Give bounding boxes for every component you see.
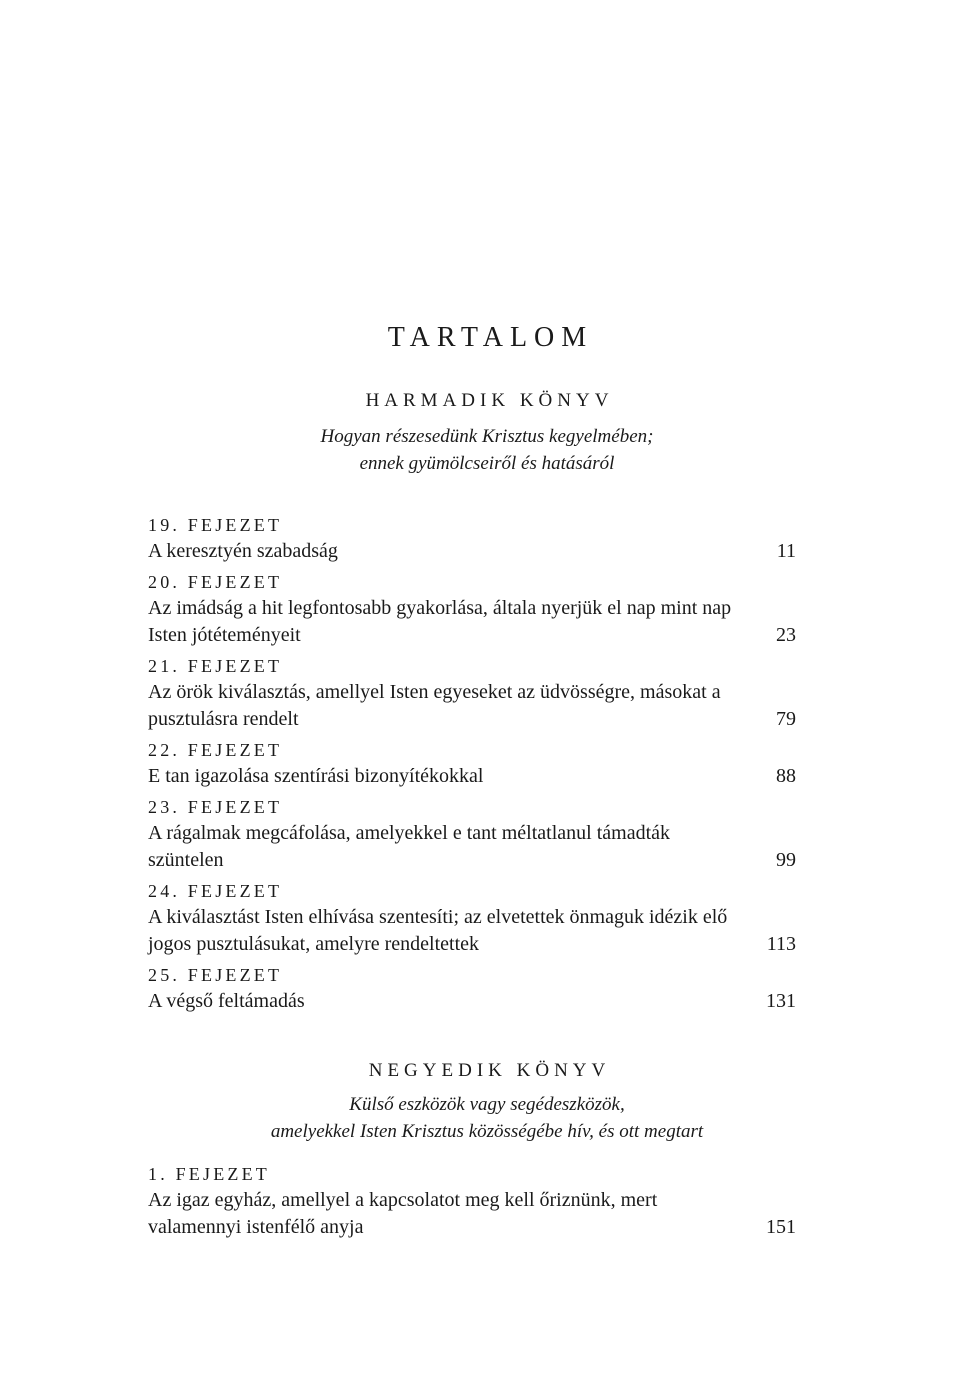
chapter-label: 20. FEJEZET [148, 572, 283, 592]
book-subtitle-negyedik [0, 1091, 974, 1145]
toc-entry[interactable] [148, 565, 796, 649]
chapter-title: Az imádság a hit legfontosabb gyakorlása, általa nyerjük el nap mint nap Isten jótéteményeit [148, 597, 732, 646]
chapter-label: 19. FEJEZET [148, 515, 283, 535]
page-number: 11 [776, 540, 796, 562]
book-subtitle-harmadik [0, 423, 974, 477]
chapter-title: A végső feltámadás [148, 990, 305, 1012]
toc-entry[interactable] [148, 958, 796, 1015]
chapter-title: A kiválasztást Isten elhívása szentesíti; az elvetettek önmaguk idézik elő jogos pusztulásukat, amelyre rendeltettek [148, 906, 728, 955]
toc-entry[interactable] [148, 1157, 796, 1241]
page-number: 23 [776, 624, 796, 646]
chapter-label: 24. FEJEZET [148, 881, 283, 901]
toc-entry[interactable] [148, 649, 796, 733]
chapter-list-harmadik [148, 508, 796, 1015]
toc-entry[interactable] [148, 733, 796, 790]
toc-entry[interactable] [148, 508, 796, 565]
chapter-label: 22. FEJEZET [148, 740, 283, 760]
subtitle-line: Külső eszközök vagy segédeszközök, [349, 1094, 625, 1115]
page-title: TARTALOM [387, 322, 594, 353]
chapter-title: A rágalmak megcáfolása, amelyekkel e tant méltatlanul támadták szüntelen [148, 822, 671, 871]
chapter-title: Az igaz egyház, amellyel a kapcsolatot meg kell őriznünk, mert valamennyi istenfélő anyja [148, 1189, 658, 1238]
chapter-title: A keresztyén szabadság [148, 540, 338, 562]
page-number: 88 [776, 765, 796, 787]
page-number: 131 [766, 990, 796, 1012]
page-number: 113 [766, 933, 796, 955]
page-number: 99 [776, 849, 796, 871]
toc-entry[interactable] [148, 790, 796, 874]
chapter-label: 1. FEJEZET [148, 1164, 270, 1184]
page-number: 79 [776, 708, 796, 730]
subtitle-line: ennek gyümölcseiről és hatásáról [359, 453, 615, 474]
book-heading-negyedik: NEGYEDIK KÖNYV [368, 1060, 611, 1081]
page-number: 151 [766, 1216, 796, 1238]
chapter-list-negyedik [148, 1157, 796, 1241]
chapter-label: 23. FEJEZET [148, 797, 283, 817]
subtitle-line: Hogyan részesedünk Krisztus kegyelmében; [320, 426, 654, 447]
chapter-title: Az örök kiválasztás, amellyel Isten egyeseket az üdvösségre, másokat a pusztulásra rendelt [148, 681, 721, 730]
book-heading-harmadik: HARMADIK KÖNYV [365, 390, 614, 411]
chapter-label: 21. FEJEZET [148, 656, 283, 676]
subtitle-line: amelyekkel Isten Krisztus közösségébe hív, és ott megtart [270, 1121, 704, 1142]
toc-entry[interactable] [148, 874, 796, 958]
chapter-label: 25. FEJEZET [148, 965, 283, 985]
chapter-title: E tan igazolása szentírási bizonyítékokkal [148, 765, 484, 787]
